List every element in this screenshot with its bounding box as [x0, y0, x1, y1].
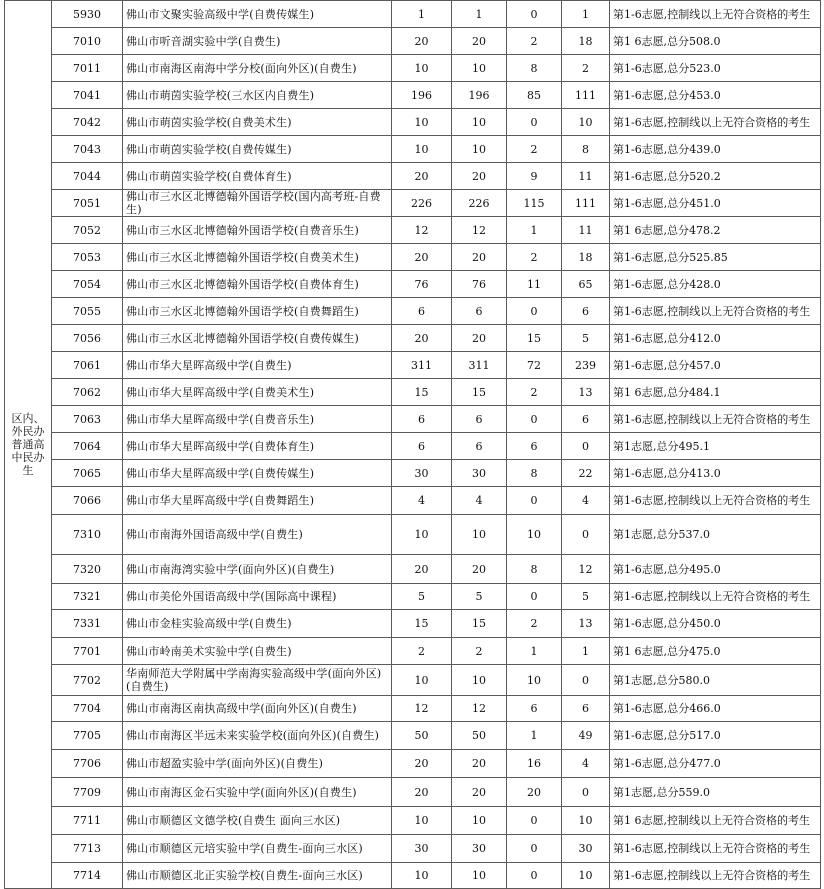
plan-count-cell: 50	[392, 722, 452, 750]
admitted-count-cell: 1	[507, 722, 562, 750]
remark-cell: 第1-6志愿,总分495.0	[610, 555, 821, 584]
plan-count-cell: 20	[392, 28, 452, 55]
table-row	[5, 460, 821, 487]
table-row	[5, 515, 821, 555]
table-row	[5, 555, 821, 584]
filled-count-cell: 20	[452, 750, 507, 778]
plan-count-cell: 20	[392, 555, 452, 584]
table-row	[5, 807, 821, 835]
remark-cell: 第1-6志愿,控制线以上无符合资格的考生	[610, 863, 821, 889]
remaining-count-cell: 13	[562, 610, 610, 638]
plan-count-cell: 10	[392, 515, 452, 555]
school-name-cell: 佛山市萌茵实验学校(三水区内自费生)	[123, 82, 392, 109]
school-code-cell: 7701	[52, 638, 123, 665]
school-name-cell: 佛山市华大星晖高级中学(自费美术生)	[123, 379, 392, 406]
filled-count-cell: 20	[452, 244, 507, 271]
filled-count-cell: 5	[452, 584, 507, 610]
school-name-cell: 华南师范大学附属中学南海实验高级中学(面向外区)(自费生)	[123, 665, 392, 696]
table-row	[5, 696, 821, 722]
remark-cell: 第1-6志愿,总分412.0	[610, 325, 821, 352]
remaining-count-cell: 239	[562, 352, 610, 379]
plan-count-cell: 20	[392, 325, 452, 352]
school-code-cell: 7066	[52, 487, 123, 515]
plan-count-cell: 15	[392, 379, 452, 406]
admitted-count-cell: 0	[507, 406, 562, 433]
remaining-count-cell: 0	[562, 665, 610, 696]
table-row	[5, 863, 821, 889]
remaining-count-cell: 11	[562, 163, 610, 190]
remaining-count-cell: 5	[562, 584, 610, 610]
admitted-count-cell: 85	[507, 82, 562, 109]
table-row	[5, 217, 821, 244]
remaining-count-cell: 1	[562, 1, 610, 28]
school-name-cell: 佛山市萌茵实验学校(自费体育生)	[123, 163, 392, 190]
school-code-cell: 7709	[52, 778, 123, 807]
remaining-count-cell: 30	[562, 835, 610, 863]
plan-count-cell: 20	[392, 778, 452, 807]
school-code-cell: 7044	[52, 163, 123, 190]
table-row	[5, 750, 821, 778]
admitted-count-cell: 6	[507, 696, 562, 722]
filled-count-cell: 15	[452, 379, 507, 406]
remark-cell: 第1-6志愿,控制线以上无符合资格的考生	[610, 487, 821, 515]
school-code-cell: 7054	[52, 271, 123, 298]
filled-count-cell: 20	[452, 778, 507, 807]
plan-count-cell: 2	[392, 638, 452, 665]
school-name-cell: 佛山市华大星晖高级中学(自费音乐生)	[123, 406, 392, 433]
plan-count-cell: 226	[392, 190, 452, 217]
plan-count-cell: 10	[392, 109, 452, 136]
school-code-cell: 7051	[52, 190, 123, 217]
plan-count-cell: 311	[392, 352, 452, 379]
admission-results-table	[4, 0, 821, 889]
school-code-cell: 7056	[52, 325, 123, 352]
plan-count-cell: 1	[392, 1, 452, 28]
filled-count-cell: 10	[452, 665, 507, 696]
remark-cell: 第1 6志愿,总分508.0	[610, 28, 821, 55]
table-row	[5, 163, 821, 190]
remark-cell: 第1-6志愿,控制线以上无符合资格的考生	[610, 1, 821, 28]
admitted-count-cell: 2	[507, 610, 562, 638]
admitted-count-cell: 2	[507, 28, 562, 55]
table-row	[5, 487, 821, 515]
remark-cell: 第1 6志愿,总分475.0	[610, 638, 821, 665]
school-name-cell: 佛山市南海湾实验中学(面向外区)(自费生)	[123, 555, 392, 584]
school-name-cell: 佛山市三水区北博德翰外国语学校(自费音乐生)	[123, 217, 392, 244]
remark-cell: 第1-6志愿,总分450.0	[610, 610, 821, 638]
school-name-cell: 佛山市华大星晖高级中学(自费舞蹈生)	[123, 487, 392, 515]
remark-cell: 第1-6志愿,总分457.0	[610, 352, 821, 379]
admitted-count-cell: 15	[507, 325, 562, 352]
admitted-count-cell: 0	[507, 863, 562, 889]
school-name-cell: 佛山市南海区半远未来实验学校(面向外区)(自费生)	[123, 722, 392, 750]
table-row	[5, 665, 821, 696]
school-code-cell: 7055	[52, 298, 123, 325]
remark-cell: 第1-6志愿,总分466.0	[610, 696, 821, 722]
table-row	[5, 778, 821, 807]
school-code-cell: 7042	[52, 109, 123, 136]
remark-cell: 第1-6志愿,控制线以上无符合资格的考生	[610, 406, 821, 433]
filled-count-cell: 10	[452, 55, 507, 82]
remaining-count-cell: 6	[562, 696, 610, 722]
table-row	[5, 271, 821, 298]
remark-cell: 第1-6志愿,总分523.0	[610, 55, 821, 82]
table-row	[5, 298, 821, 325]
plan-count-cell: 5	[392, 584, 452, 610]
school-name-cell: 佛山市南海区南执高级中学(面向外区)(自费生)	[123, 696, 392, 722]
plan-count-cell: 10	[392, 863, 452, 889]
remark-cell: 第1-6志愿,总分520.2	[610, 163, 821, 190]
filled-count-cell: 4	[452, 487, 507, 515]
filled-count-cell: 12	[452, 217, 507, 244]
remark-cell: 第1 6志愿,总分478.2	[610, 217, 821, 244]
school-name-cell: 佛山市顺德区文德学校(自费生 面向三水区)	[123, 807, 392, 835]
remaining-count-cell: 6	[562, 406, 610, 433]
remaining-count-cell: 12	[562, 555, 610, 584]
table-row	[5, 55, 821, 82]
remaining-count-cell: 0	[562, 515, 610, 555]
filled-count-cell: 20	[452, 555, 507, 584]
plan-count-cell: 6	[392, 433, 452, 460]
filled-count-cell: 311	[452, 352, 507, 379]
remaining-count-cell: 65	[562, 271, 610, 298]
table-row	[5, 325, 821, 352]
table-row	[5, 28, 821, 55]
remark-cell: 第1志愿,总分580.0	[610, 665, 821, 696]
admitted-count-cell: 20	[507, 778, 562, 807]
filled-count-cell: 20	[452, 325, 507, 352]
table-row	[5, 638, 821, 665]
school-name-cell: 佛山市萌茵实验学校(自费美术生)	[123, 109, 392, 136]
remaining-count-cell: 49	[562, 722, 610, 750]
admitted-count-cell: 6	[507, 433, 562, 460]
plan-count-cell: 10	[392, 665, 452, 696]
filled-count-cell: 50	[452, 722, 507, 750]
remaining-count-cell: 8	[562, 136, 610, 163]
school-name-cell: 佛山市顺德区元培实验中学(自费生-面向三水区)	[123, 835, 392, 863]
filled-count-cell: 30	[452, 460, 507, 487]
school-name-cell: 佛山市文聚实验高级中学(自费传媒生)	[123, 1, 392, 28]
remaining-count-cell: 4	[562, 487, 610, 515]
school-name-cell: 佛山市超盈实验中学(面向外区)(自费生)	[123, 750, 392, 778]
remaining-count-cell: 0	[562, 778, 610, 807]
admitted-count-cell: 0	[507, 298, 562, 325]
school-code-cell: 7041	[52, 82, 123, 109]
admitted-count-cell: 2	[507, 244, 562, 271]
school-code-cell: 7705	[52, 722, 123, 750]
plan-count-cell: 12	[392, 217, 452, 244]
school-name-cell: 佛山市顺德区北正实验学校(自费生-面向三水区)	[123, 863, 392, 889]
remaining-count-cell: 10	[562, 109, 610, 136]
admitted-count-cell: 1	[507, 217, 562, 244]
remark-cell: 第1-6志愿,总分525.85	[610, 244, 821, 271]
remark-cell: 第1-6志愿,总分477.0	[610, 750, 821, 778]
school-code-cell: 7706	[52, 750, 123, 778]
remaining-count-cell: 18	[562, 28, 610, 55]
remaining-count-cell: 11	[562, 217, 610, 244]
plan-count-cell: 30	[392, 835, 452, 863]
filled-count-cell: 196	[452, 82, 507, 109]
school-code-cell: 7062	[52, 379, 123, 406]
admitted-count-cell: 0	[507, 1, 562, 28]
remark-cell: 第1志愿,总分537.0	[610, 515, 821, 555]
admitted-count-cell: 9	[507, 163, 562, 190]
category-cell	[5, 1, 52, 889]
school-code-cell: 7064	[52, 433, 123, 460]
school-code-cell: 7053	[52, 244, 123, 271]
remaining-count-cell: 111	[562, 82, 610, 109]
remaining-count-cell: 22	[562, 460, 610, 487]
admitted-count-cell: 11	[507, 271, 562, 298]
school-code-cell: 5930	[52, 1, 123, 28]
school-name-cell: 佛山市南海区金石实验中学(面向外区)(自费生)	[123, 778, 392, 807]
remark-cell: 第1-6志愿,控制线以上无符合资格的考生	[610, 109, 821, 136]
filled-count-cell: 6	[452, 406, 507, 433]
remaining-count-cell: 2	[562, 55, 610, 82]
admitted-count-cell: 8	[507, 55, 562, 82]
table-row	[5, 610, 821, 638]
school-name-cell: 佛山市岭南美术实验中学(自费生)	[123, 638, 392, 665]
admitted-count-cell: 10	[507, 515, 562, 555]
table-row	[5, 379, 821, 406]
school-name-cell: 佛山市金桂实验高级中学(自费生)	[123, 610, 392, 638]
admitted-count-cell: 0	[507, 807, 562, 835]
school-name-cell: 佛山市三水区北博德翰外国语学校(自费体育生)	[123, 271, 392, 298]
school-name-cell: 佛山市三水区北博德翰外国语学校(自费舞蹈生)	[123, 298, 392, 325]
school-name-cell: 佛山市三水区北博德翰外国语学校(国内高考班-自费生)	[123, 190, 392, 217]
filled-count-cell: 10	[452, 136, 507, 163]
remaining-count-cell: 5	[562, 325, 610, 352]
table-row	[5, 190, 821, 217]
school-name-cell: 佛山市美伦外国语高级中学(国际高中课程)	[123, 584, 392, 610]
remaining-count-cell: 10	[562, 807, 610, 835]
admitted-count-cell: 0	[507, 109, 562, 136]
admitted-count-cell: 0	[507, 487, 562, 515]
school-code-cell: 7043	[52, 136, 123, 163]
table-row	[5, 584, 821, 610]
plan-count-cell: 20	[392, 163, 452, 190]
admitted-count-cell: 10	[507, 665, 562, 696]
table-row	[5, 406, 821, 433]
remark-cell: 第1-6志愿,总分451.0	[610, 190, 821, 217]
plan-count-cell: 10	[392, 807, 452, 835]
school-code-cell: 7310	[52, 515, 123, 555]
filled-count-cell: 6	[452, 298, 507, 325]
school-code-cell: 7711	[52, 807, 123, 835]
school-name-cell: 佛山市华大星晖高级中学(自费体育生)	[123, 433, 392, 460]
remaining-count-cell: 4	[562, 750, 610, 778]
remark-cell: 第1-6志愿,总分439.0	[610, 136, 821, 163]
school-name-cell: 佛山市南海外国语高级中学(自费生)	[123, 515, 392, 555]
school-code-cell: 7713	[52, 835, 123, 863]
plan-count-cell: 20	[392, 750, 452, 778]
plan-count-cell: 4	[392, 487, 452, 515]
plan-count-cell: 30	[392, 460, 452, 487]
remaining-count-cell: 13	[562, 379, 610, 406]
category-label: 区内、外民办普通高中民办生	[11, 412, 45, 477]
admitted-count-cell: 16	[507, 750, 562, 778]
admitted-count-cell: 8	[507, 555, 562, 584]
plan-count-cell: 10	[392, 136, 452, 163]
filled-count-cell: 226	[452, 190, 507, 217]
school-name-cell: 佛山市三水区北博德翰外国语学校(自费美术生)	[123, 244, 392, 271]
filled-count-cell: 2	[452, 638, 507, 665]
table-row	[5, 722, 821, 750]
remark-cell: 第1 6志愿,控制线以上无符合资格的考生	[610, 807, 821, 835]
filled-count-cell: 6	[452, 433, 507, 460]
remark-cell: 第1-6志愿,总分413.0	[610, 460, 821, 487]
school-name-cell: 佛山市听音湖实验中学(自费生)	[123, 28, 392, 55]
table-row	[5, 82, 821, 109]
remark-cell: 第1-6志愿,总分517.0	[610, 722, 821, 750]
school-code-cell: 7702	[52, 665, 123, 696]
remark-cell: 第1志愿,总分559.0	[610, 778, 821, 807]
filled-count-cell: 20	[452, 28, 507, 55]
remaining-count-cell: 111	[562, 190, 610, 217]
school-code-cell: 7331	[52, 610, 123, 638]
plan-count-cell: 10	[392, 55, 452, 82]
school-name-cell: 佛山市萌茵实验学校(自费传媒生)	[123, 136, 392, 163]
filled-count-cell: 20	[452, 163, 507, 190]
school-code-cell: 7063	[52, 406, 123, 433]
remaining-count-cell: 0	[562, 433, 610, 460]
plan-count-cell: 12	[392, 696, 452, 722]
admitted-count-cell: 2	[507, 136, 562, 163]
table-row	[5, 352, 821, 379]
table-row	[5, 433, 821, 460]
table-row	[5, 835, 821, 863]
admitted-count-cell: 0	[507, 584, 562, 610]
remark-cell: 第1-6志愿,控制线以上无符合资格的考生	[610, 835, 821, 863]
school-code-cell: 7065	[52, 460, 123, 487]
admitted-count-cell: 0	[507, 835, 562, 863]
plan-count-cell: 15	[392, 610, 452, 638]
table-row	[5, 1, 821, 28]
school-code-cell: 7061	[52, 352, 123, 379]
remark-cell: 第1-6志愿,控制线以上无符合资格的考生	[610, 298, 821, 325]
filled-count-cell: 10	[452, 863, 507, 889]
filled-count-cell: 10	[452, 109, 507, 136]
table-row	[5, 136, 821, 163]
remaining-count-cell: 6	[562, 298, 610, 325]
table-row	[5, 244, 821, 271]
school-name-cell: 佛山市华大星晖高级中学(自费生)	[123, 352, 392, 379]
remark-cell: 第1 6志愿,总分484.1	[610, 379, 821, 406]
admitted-count-cell: 1	[507, 638, 562, 665]
table-body	[5, 1, 821, 889]
remaining-count-cell: 18	[562, 244, 610, 271]
school-name-cell: 佛山市南海区南海中学分校(面向外区)(自费生)	[123, 55, 392, 82]
table-row	[5, 109, 821, 136]
school-name-cell: 佛山市华大星晖高级中学(自费传媒生)	[123, 460, 392, 487]
plan-count-cell: 6	[392, 406, 452, 433]
remaining-count-cell: 1	[562, 638, 610, 665]
filled-count-cell: 10	[452, 515, 507, 555]
plan-count-cell: 196	[392, 82, 452, 109]
filled-count-cell: 12	[452, 696, 507, 722]
filled-count-cell: 15	[452, 610, 507, 638]
remark-cell: 第1-6志愿,总分453.0	[610, 82, 821, 109]
admitted-count-cell: 2	[507, 379, 562, 406]
remark-cell: 第1志愿,总分495.1	[610, 433, 821, 460]
school-name-cell: 佛山市三水区北博德翰外国语学校(自费传媒生)	[123, 325, 392, 352]
school-code-cell: 7704	[52, 696, 123, 722]
plan-count-cell: 6	[392, 298, 452, 325]
plan-count-cell: 76	[392, 271, 452, 298]
school-code-cell: 7011	[52, 55, 123, 82]
remark-cell: 第1-6志愿,总分428.0	[610, 271, 821, 298]
admitted-count-cell: 72	[507, 352, 562, 379]
school-code-cell: 7321	[52, 584, 123, 610]
plan-count-cell: 20	[392, 244, 452, 271]
school-code-cell: 7320	[52, 555, 123, 584]
filled-count-cell: 1	[452, 1, 507, 28]
school-code-cell: 7714	[52, 863, 123, 889]
school-code-cell: 7010	[52, 28, 123, 55]
school-code-cell: 7052	[52, 217, 123, 244]
admitted-count-cell: 8	[507, 460, 562, 487]
remaining-count-cell: 10	[562, 863, 610, 889]
remark-cell: 第1-6志愿,控制线以上无符合资格的考生	[610, 584, 821, 610]
filled-count-cell: 76	[452, 271, 507, 298]
filled-count-cell: 10	[452, 807, 507, 835]
filled-count-cell: 30	[452, 835, 507, 863]
admitted-count-cell: 115	[507, 190, 562, 217]
